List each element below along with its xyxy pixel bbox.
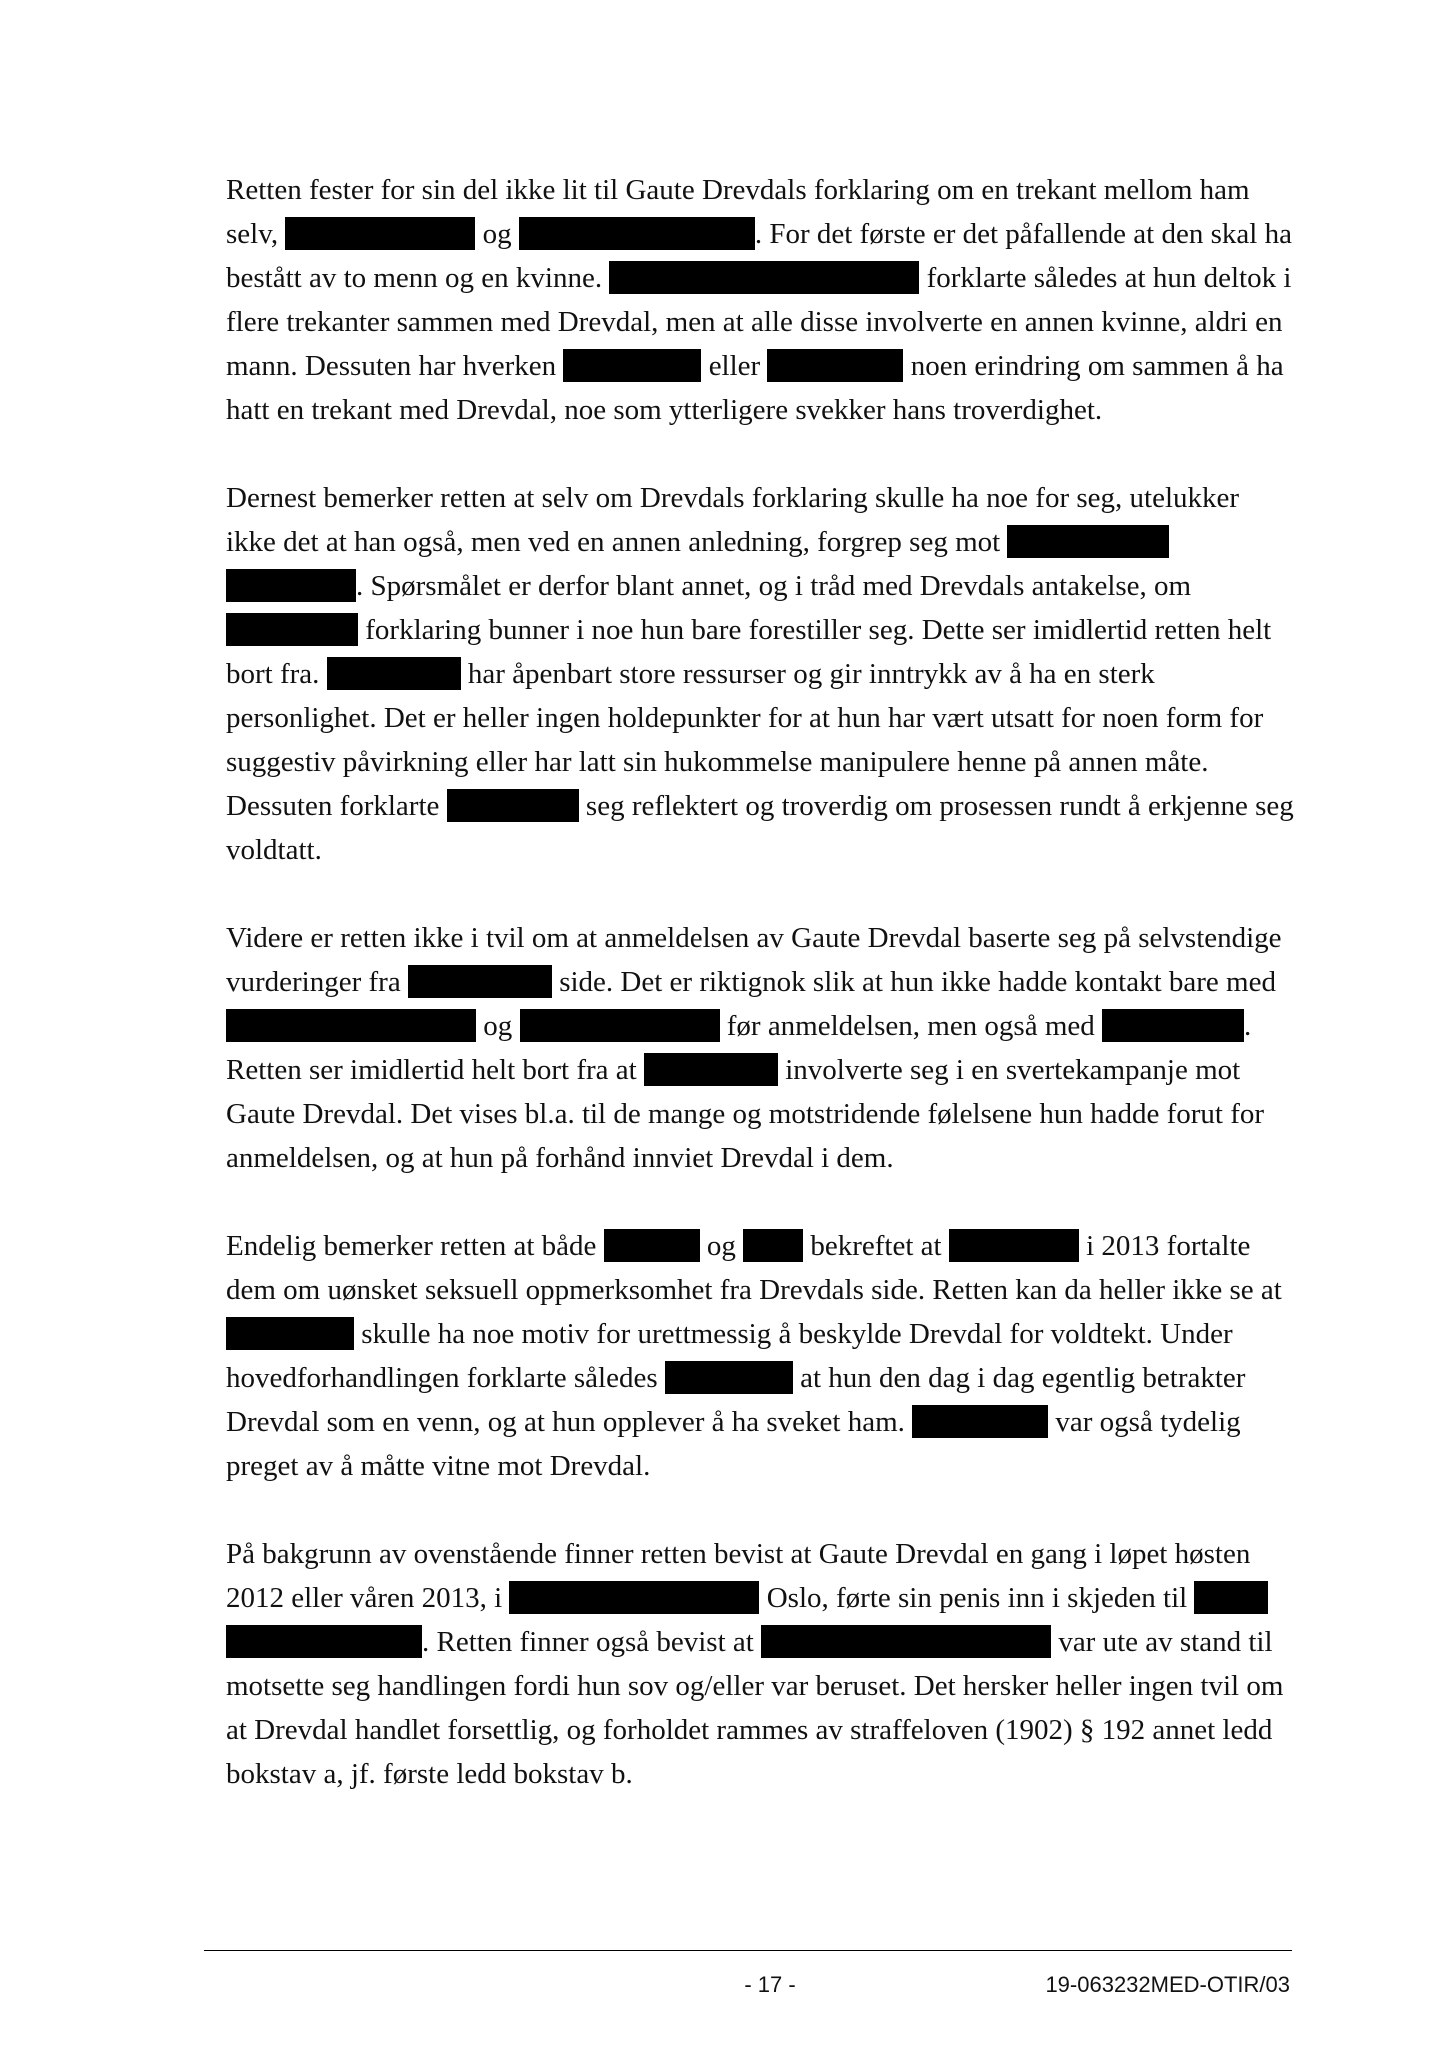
redaction-bar (665, 1361, 793, 1394)
redaction-bar (563, 349, 701, 382)
redaction-bar (520, 1009, 720, 1042)
paragraph-5 (226, 1532, 1294, 1796)
text-segment: Retten fester for sin del ikke lit til Gaute Drevdals forklaring om en trekant mellom ham selv, (226, 174, 1250, 250)
redaction-bar (285, 217, 475, 250)
text-segment: involverte seg i en svertekampanje mot Gaute Drevdal. Det vises bl.a. til de mange og motstridende følelsene hun hadde forut for anmeldelsen, og at hun på forhånd innviet Drevdal i dem. (226, 1054, 1265, 1174)
text-segment: seg reflektert og troverdig om prosessen rundt å erkjenne seg voldtatt. (226, 790, 1294, 866)
text-segment: På bakgrunn av ovenstående finner retten bevist at Gaute Drevdal en gang i løpet høsten 2012 eller våren 2013, i (226, 1538, 1251, 1614)
text-segment: og (483, 1010, 513, 1042)
redaction-bar (912, 1405, 1048, 1438)
text-segment: side. Det er riktignok slik at hun ikke hadde kontakt bare med (559, 966, 1276, 998)
text-segment: Endelig bemerker retten at både (226, 1230, 597, 1262)
text-segment: forklarte således at hun deltok i flere trekanter sammen med Drevdal, men at alle disse involverte en annen kvinne, aldri en mann. Dessuten har hverken (226, 262, 1292, 382)
redaction-bar (509, 1581, 759, 1614)
text-segment: . Spørsmålet er derfor blant annet, og i tråd med Drevdals antakelse, om (356, 570, 1192, 602)
text-segment: var ute av stand til motsette seg handlingen fordi hun sov og/eller var beruset. Det hersker heller ingen tvil om at Drevdal handlet forsettlig, og forholdet rammes av straffeloven (1902) § 192 annet ledd bokstav a, jf. første ledd bokstav b. (226, 1626, 1284, 1790)
text-segment: skulle ha noe motiv for urettmessig å beskylde Drevdal for voldtekt. Under hovedforhandlingen forklarte således (226, 1318, 1233, 1394)
text-segment: har åpenbart store ressurser og gir inntrykk av å ha en sterk personlighet. Det er heller ingen holdepunkter for at hun har vært utsatt for noen form for suggestiv påvirkning eller har latt sin hukommelse manipulere henne på annen måte. Dessuten forklarte (226, 658, 1264, 822)
text-segment: . For det første er det påfallende at den skal ha bestått av to menn og en kvinne. (226, 218, 1292, 294)
paragraph-4 (226, 1224, 1294, 1488)
redaction-bar (743, 1229, 803, 1262)
redaction-bar (447, 789, 579, 822)
paragraph-1 (226, 168, 1294, 432)
redaction-bar (1102, 1009, 1244, 1042)
text-segment: eller (708, 350, 761, 382)
document-body (226, 168, 1294, 1840)
redaction-bar (949, 1229, 1079, 1262)
paragraph-2 (226, 476, 1294, 872)
text-segment: Oslo, førte sin penis inn i skjeden til (766, 1582, 1188, 1614)
redaction-bar (226, 1625, 422, 1658)
redaction-bar (604, 1229, 700, 1262)
redaction-bar (408, 965, 552, 998)
text-segment: Dernest bemerker retten at selv om Drevdals forklaring skulle ha noe for seg, utelukker ikke det at han også, men ved en annen anledning, forgrep seg mot (226, 482, 1240, 558)
text-segment: og (482, 218, 512, 250)
paragraph-3 (226, 916, 1294, 1180)
text-segment: at hun den dag i dag egentlig betrakter Drevdal som en venn, og at hun opplever å ha sveket ham. (226, 1362, 1246, 1438)
redaction-bar (1194, 1581, 1268, 1614)
text-segment: . Retten ser imidlertid helt bort fra at (226, 1010, 1252, 1086)
text-segment: forklaring bunner i noe hun bare forestiller seg. Dette ser imidlertid retten helt bort fra. (226, 614, 1272, 690)
redaction-bar (226, 1317, 354, 1350)
text-segment: før anmeldelsen, men også med (726, 1010, 1095, 1042)
page-number: - 17 - (744, 1972, 796, 1997)
case-number: 19-063232MED-OTIR/03 (1045, 1972, 1290, 1997)
redaction-bar (519, 217, 755, 250)
redaction-bar (761, 1625, 1051, 1658)
text-segment: bekreftet at (810, 1230, 942, 1262)
text-segment: og (706, 1230, 736, 1262)
redaction-bar (226, 613, 358, 646)
text-segment: i 2013 fortalte dem om uønsket seksuell oppmerksomhet fra Drevdals side. Retten kan da heller ikke se at (226, 1230, 1282, 1306)
text-segment: noen erindring om sammen å ha hatt en trekant med Drevdal, noe som ytterligere svekker hans troverdighet. (226, 350, 1284, 426)
redaction-bar (1007, 525, 1169, 558)
redaction-bar (644, 1053, 778, 1086)
text-segment: Videre er retten ikke i tvil om at anmeldelsen av Gaute Drevdal baserte seg på selvstendige vurderinger fra (226, 922, 1282, 998)
footer-divider (204, 1950, 1292, 1951)
redaction-bar (327, 657, 461, 690)
text-segment: var også tydelig preget av å måtte vitne mot Drevdal. (226, 1406, 1241, 1482)
redaction-bar (767, 349, 903, 382)
redaction-bar (226, 1009, 476, 1042)
redaction-bar (226, 569, 356, 602)
redaction-bar (609, 261, 919, 294)
text-segment: . Retten finner også bevist at (422, 1626, 754, 1658)
